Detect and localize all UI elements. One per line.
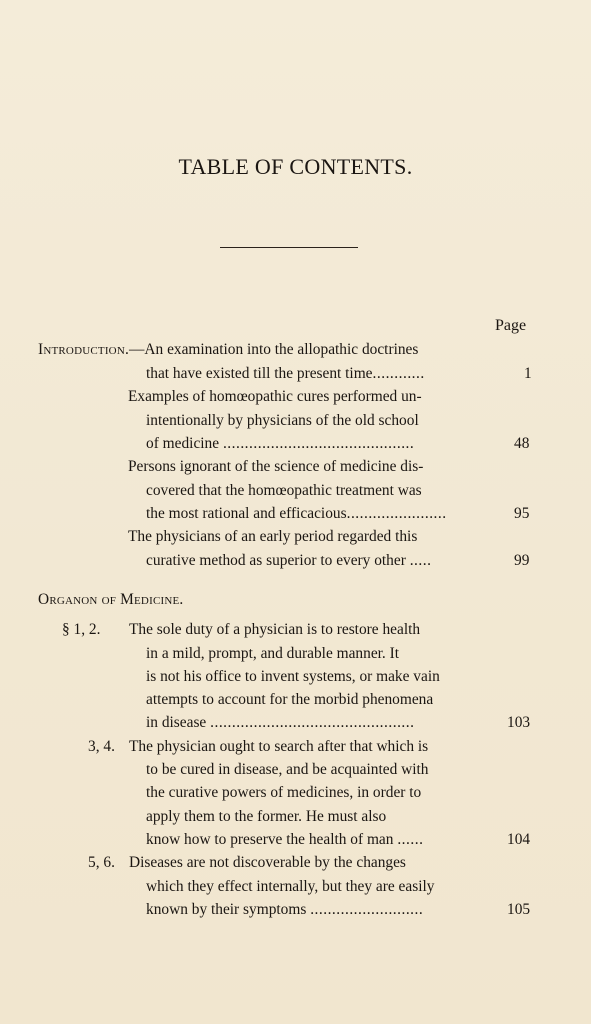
section-number: 5, 6. (88, 854, 115, 871)
section-number: § 1, 2. (62, 621, 101, 638)
toc-entry-line: known by their symptoms .......................... (146, 901, 424, 918)
title-rule (220, 247, 358, 248)
toc-entry-line: the curative powers of medicines, in order to (146, 784, 422, 801)
toc-page-number: 99 (514, 552, 530, 569)
toc-entry-line: intentionally by physicians of the old school (146, 412, 419, 429)
section-number: 3, 4. (88, 738, 115, 755)
toc-page-number: 48 (514, 435, 530, 452)
toc-entry-line: the most rational and efficacious....................... (146, 505, 447, 522)
toc-entry-line: is not his office to invent systems, or make vain (146, 668, 440, 685)
toc-page-number: 103 (507, 714, 531, 731)
toc-entry-line: The physicians of an early period regarded this (128, 528, 418, 545)
toc-entry-line: in a mild, prompt, and durable manner. It (146, 645, 400, 662)
toc-entry-introduction-line-1: Introduction.—An examination into the allopathic doctrines (38, 341, 419, 358)
toc-entry-line: apply them to the former. He must also (146, 808, 387, 825)
toc-entry-line: in disease ............................................... (146, 714, 415, 731)
toc-page-number: 1 (524, 365, 532, 382)
toc-entry-line: Persons ignorant of the science of medicine dis- (128, 458, 424, 475)
toc-entry-line: know how to preserve the health of man ...... (146, 831, 424, 848)
toc-entry-line: of medicine ............................................ (146, 435, 415, 452)
toc-entry-line: The physician ought to search after that which is (129, 738, 429, 755)
page-title: TABLE OF CONTENTS. (178, 154, 413, 179)
toc-page-number: 105 (507, 901, 531, 918)
toc-entry-line: Examples of homœopathic cures performed un- (128, 388, 422, 405)
introduction-heading: Introduction. (38, 341, 130, 358)
toc-page-number: 104 (507, 831, 531, 848)
toc-entry-line: curative method as superior to every other ..... (146, 552, 432, 569)
toc-entry-line: covered that the homœopathic treatment was (146, 482, 422, 499)
toc-entry-line: to be cured in disease, and be acquainted with (146, 761, 429, 778)
toc-entry-line: attempts to account for the morbid phenomena (146, 691, 434, 708)
toc-entry-line: that have existed till the present time............ (146, 365, 425, 382)
organon-heading: Organon of Medicine. (38, 591, 184, 608)
toc-entry-line: which they effect internally, but they are easily (146, 878, 435, 895)
page-column-header: Page (495, 317, 527, 334)
toc-entry-line: Diseases are not discoverable by the changes (129, 854, 406, 871)
toc-entry-line: The sole duty of a physician is to restore health (129, 621, 421, 638)
toc-page-number: 95 (514, 505, 530, 522)
